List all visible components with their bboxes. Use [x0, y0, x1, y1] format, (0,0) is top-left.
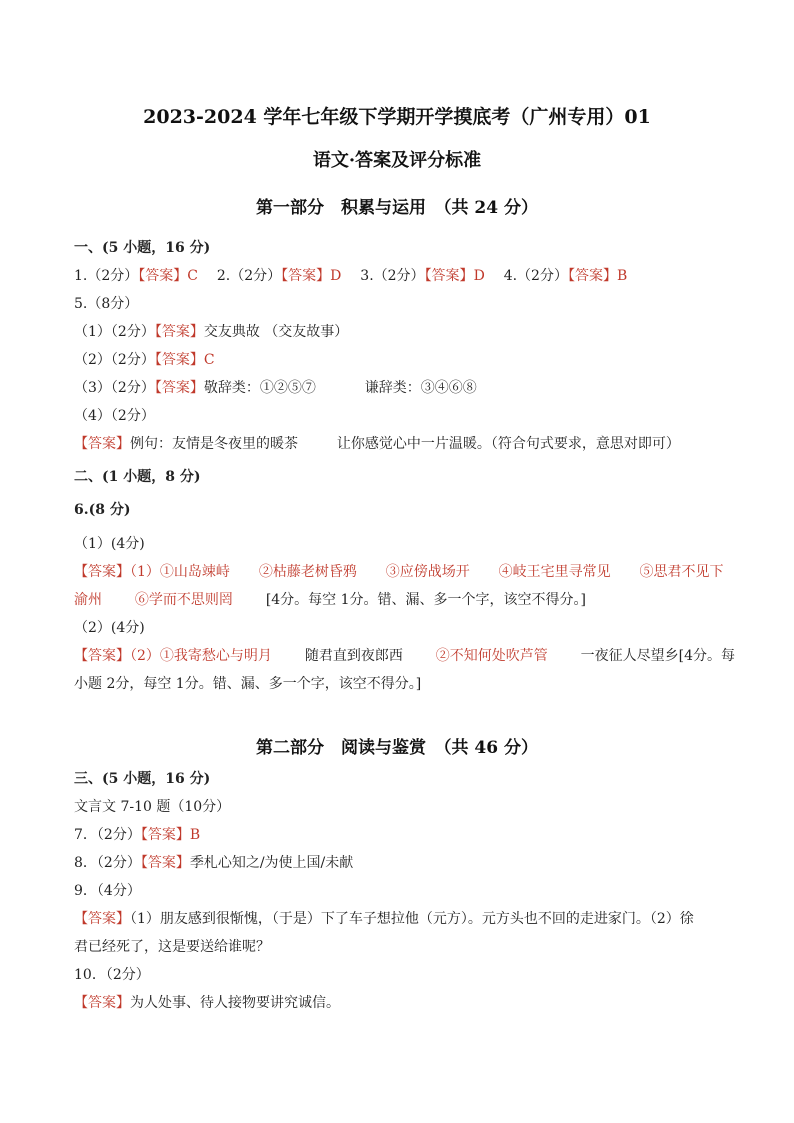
q5-4-answer-part1: 例句：友情是冬夜里的暖茶 — [130, 436, 298, 452]
part2-heading: 第二部分 阅读与鉴赏 （共 46 分） — [256, 738, 538, 758]
answer-tag: 【答案】 — [567, 268, 617, 284]
page-title: 2023-2024 学年七年级下学期开学摸底考（广州专用）01 — [143, 106, 651, 128]
q8-label: 8．（2分） — [74, 855, 141, 871]
q6-1-item: ⑤思君不见下 — [639, 564, 724, 580]
answer-tag: 【答案】 — [154, 352, 204, 368]
q10-label: 10．（2分） — [74, 967, 150, 983]
answer-tag: 【答案】 — [74, 911, 130, 927]
q3-answer: D — [473, 268, 485, 284]
q9-answer-line1: （1）朋友感到很惭愧，（于是）下了车子想拉他（元方）。元方头也不回的走进家门。（2）徐 — [130, 911, 694, 927]
answer-tag: 【答案】 — [74, 436, 130, 452]
page-subtitle: 语文·答案及评分标准 — [312, 150, 482, 171]
q6-1-label: （1）(4分) — [74, 536, 145, 552]
q2-label: 2.（2分） — [216, 268, 282, 284]
q5-1-label: （1）（2分） — [74, 324, 155, 340]
q5-2-answer: C — [203, 352, 215, 368]
answer-tag: 【答案】 — [140, 827, 190, 843]
q9-answer-line2: 君已经死了，这是要送给谁呢？ — [74, 939, 270, 955]
q6-1-item-cont: 渝州 — [74, 592, 102, 608]
answer-tag: 【答案】 — [281, 268, 331, 284]
q1-4-row — [74, 266, 627, 286]
answer-tag: 【答案】 — [154, 324, 204, 340]
q6-2-item: ②不知何处吹芦管 — [435, 648, 548, 664]
q7-row — [74, 825, 200, 845]
q5-label: 5.（8分） — [74, 296, 139, 312]
q5-3-answer-honorific: 敬辞类：①②⑤⑦ — [203, 380, 316, 396]
q8-row — [74, 853, 353, 873]
q1-label: 1.（2分） — [74, 268, 139, 284]
q10-answer-row — [74, 993, 340, 1013]
answer-tag: 【答案】 — [140, 855, 190, 871]
q3-label: 3.（2分） — [360, 268, 425, 284]
q6-1-answer-row — [74, 562, 724, 582]
q5-4-label: （4）（2分） — [74, 408, 155, 424]
q1-answer: C — [187, 268, 198, 284]
q9-answer-row — [74, 909, 694, 929]
answer-tag: 【答案】 — [154, 380, 204, 396]
q6-2-scoring-note: 小题 2分，每空 1分。错、漏、多一个字，该空不得分。] — [74, 676, 422, 692]
answer-tag: 【答案】 — [74, 564, 130, 580]
passage-label: 文言文 7-10 题（10分） — [74, 799, 231, 815]
q5-2-label: （2）（2分） — [74, 352, 155, 368]
q6-2-item: 一夜征人尽望乡[4分。每 — [580, 648, 736, 664]
q6-2-answer-row — [74, 646, 735, 666]
q5-1-row — [74, 322, 348, 342]
section3-label: 三、(5 小题，16 分) — [74, 771, 211, 787]
q7-label: 7．（2分） — [74, 827, 141, 843]
q6-1-scoring-note: [4分。每空 1分。错、漏、多一个字，该空不得分。] — [265, 592, 586, 608]
section2-label: 二、(1 小题，8 分) — [74, 469, 201, 485]
q6-1-item: ④岐王宅里寻常见 — [498, 564, 611, 580]
answer-tag: 【答案】 — [74, 648, 130, 664]
q7-answer: B — [189, 827, 201, 843]
q4-answer: B — [616, 268, 628, 284]
answer-tag: 【答案】 — [138, 268, 188, 284]
q4-label: 4.（2分） — [503, 268, 568, 284]
q5-1-answer: 交友典故 （交友故事） — [203, 324, 349, 340]
q10-answer: 为人处事、待人接物要讲究诚信。 — [130, 995, 340, 1011]
q6-2-item: 随君直到夜郎西 — [304, 648, 403, 664]
q5-4-answer-row — [74, 434, 680, 454]
q6-1-item: ②枯藤老树昏鸦 — [258, 564, 357, 580]
q6-2-item: （2）①我寄愁心与明月 — [130, 648, 272, 664]
q6-1-item: ③应傍战场开 — [385, 564, 470, 580]
q5-2-row — [74, 350, 215, 370]
q6-1-continued-row — [74, 590, 586, 610]
answer-tag: 【答案】 — [74, 995, 130, 1011]
q8-answer: 季札心知之/为使上国/未献 — [189, 855, 354, 871]
answer-tag: 【答案】 — [424, 268, 474, 284]
q6-2-label: （2）(4分) — [74, 620, 145, 636]
q6-label: 6.(8 分) — [74, 502, 131, 518]
q9-label: 9．（4分） — [74, 883, 141, 899]
q6-1-item: （1）①山岛竦峙 — [130, 564, 230, 580]
q5-3-label: （3）（2分） — [74, 380, 155, 396]
q5-3-row — [74, 378, 477, 398]
q5-4-answer-part2: 让你感觉心中一片温暖。（符合句式要求，意思对即可） — [336, 436, 680, 452]
part1-heading: 第一部分 积累与运用 （共 24 分） — [256, 198, 538, 218]
q2-answer: D — [330, 268, 342, 284]
q5-3-answer-humble: 谦辞类：③④⑥⑧ — [364, 380, 477, 396]
q6-1-item: ⑥学而不思则罔 — [134, 592, 233, 608]
section1-label: 一、(5 小题，16 分) — [74, 240, 211, 256]
